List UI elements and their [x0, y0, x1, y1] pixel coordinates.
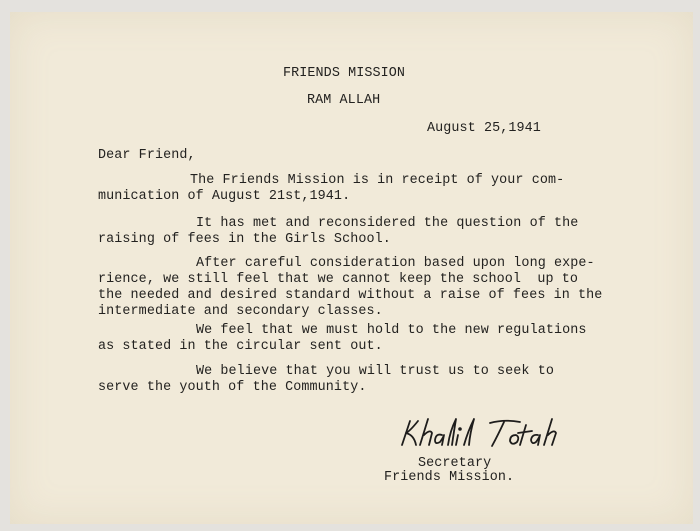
signature-organization: Friends Mission. — [384, 470, 515, 485]
letterhead-organization: FRIENDS MISSION — [283, 66, 406, 81]
paragraph-2-line-1: It has met and reconsidered the question of the — [196, 216, 579, 231]
paragraph-4-line-2: as stated in the circular sent out. — [98, 339, 383, 354]
paragraph-1-line-2: munication of August 21st,1941. — [98, 189, 351, 204]
paragraph-4-line-1: We feel that we must hold to the new regulations — [196, 323, 587, 338]
paragraph-1-line-1: The Friends Mission is in receipt of your com- — [190, 173, 565, 188]
paragraph-3-line-1: After careful consideration based upon long expe- — [196, 256, 595, 271]
handwritten-signature — [392, 413, 572, 453]
letter-date: August 25,1941 — [427, 121, 541, 136]
paragraph-2-line-2: raising of fees in the Girls School. — [98, 232, 391, 247]
paragraph-5-line-2: serve the youth of the Community. — [98, 380, 367, 395]
paragraph-3-line-4: intermediate and secondary classes. — [98, 304, 383, 319]
paragraph-3-line-3: the needed and desired standard without a raise of fees in the — [98, 288, 603, 303]
salutation: Dear Friend, — [98, 148, 196, 163]
paragraph-5-line-1: We believe that you will trust us to seek to — [196, 364, 554, 379]
letterhead-location: RAM ALLAH — [307, 93, 381, 108]
signature-title: Secretary — [418, 456, 492, 471]
paragraph-3-line-2: rience, we still feel that we cannot keep the school up to — [98, 272, 579, 287]
